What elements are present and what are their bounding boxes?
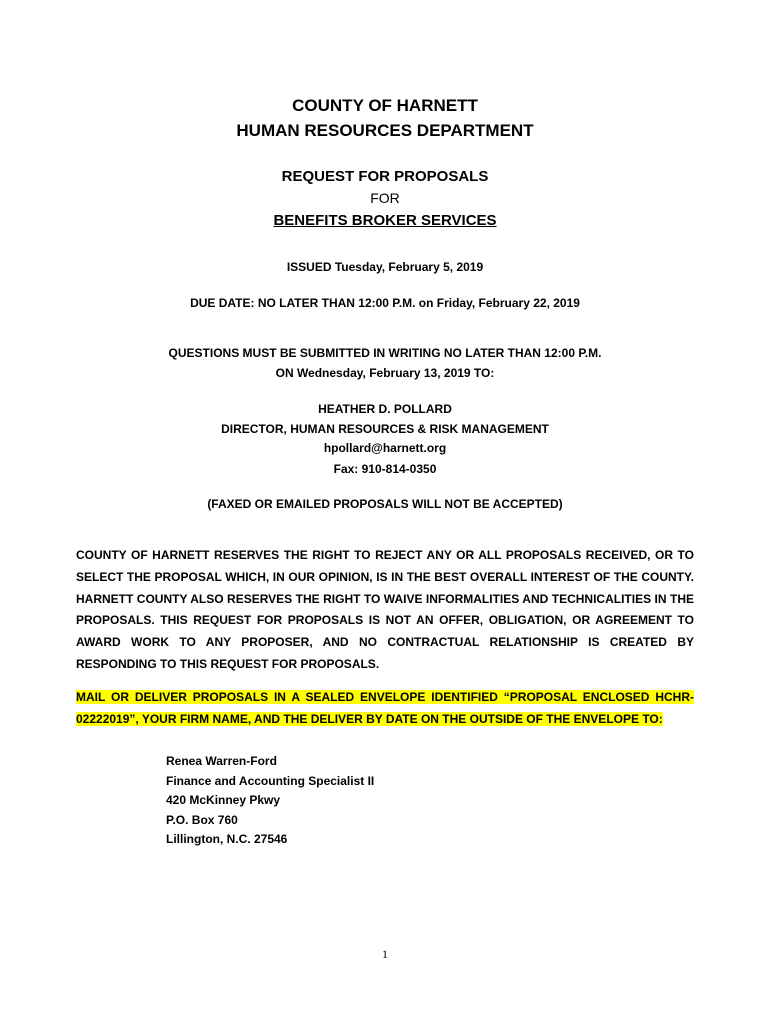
reservation-paragraph: COUNTY OF HARNETT RESERVES THE RIGHT TO REJECT ANY OR ALL PROPOSALS RECEIVED, OR TO SELECT THE PROPOSAL WHICH, IN OUR OPINION, IS IN THE BEST OVERALL INTEREST OF THE COUNTY. HARNETT COUNTY ALSO RESERVES THE RIGHT TO WAIVE INFORMALITIES AND TECHNICALITIES IN THE PROPOSALS. THIS REQUEST FOR PROPOSALS IS NOT AN OFFER, OBLIGATION, OR AGREEMENT TO AWARD WORK TO ANY PROPOSER, AND NO CONTRACTUAL RELATIONSHIP IS CREATED BY RESPONDING TO THIS REQUEST FOR PROPOSALS. bbox=[76, 548, 694, 671]
questions-line-1: QUESTIONS MUST BE SUBMITTED IN WRITING NO LATER THAN 12:00 P.M. bbox=[168, 346, 602, 360]
due-date: DUE DATE: NO LATER THAN 12:00 P.M. on Friday, February 22, 2019 bbox=[190, 296, 580, 310]
county-heading: COUNTY OF HARNETT bbox=[292, 96, 478, 115]
address-po-box: P.O. Box 760 bbox=[166, 812, 238, 827]
issued-date: ISSUED Tuesday, February 5, 2019 bbox=[286, 260, 484, 274]
highlighted-mail-text: MAIL OR DELIVER PROPOSALS IN A SEALED ENVELOPE IDENTIFIED “PROPOSAL ENCLOSED HCHR-02222019”, YOUR FIRM NAME, AND THE DELIVER BY DATE ON THE OUTSIDE OF THE ENVELOPE TO: bbox=[76, 690, 694, 726]
address-street: 420 McKinney Pkwy bbox=[166, 793, 281, 807]
not-accepted-notice: (FAXED OR EMAILED PROPOSALS WILL NOT BE ACCEPTED) bbox=[207, 497, 563, 511]
contact-fax: Fax: 910-814-0350 bbox=[333, 462, 437, 476]
contact-name: HEATHER D. POLLARD bbox=[318, 402, 452, 416]
contact-email: hpollard@harnett.org bbox=[323, 441, 447, 455]
address-name: Renea Warren-Ford bbox=[166, 754, 277, 768]
address-title: Finance and Accounting Specialist II bbox=[166, 773, 375, 788]
mail-instructions-paragraph bbox=[76, 687, 694, 731]
contact-title: DIRECTOR, HUMAN RESOURCES & RISK MANAGEMENT bbox=[221, 422, 549, 436]
rfp-heading: REQUEST FOR PROPOSALS bbox=[281, 168, 489, 185]
address-city: Lillington, N.C. 27546 bbox=[166, 832, 288, 846]
department-heading: HUMAN RESOURCES DEPARTMENT bbox=[236, 121, 534, 140]
service-heading: BENEFITS BROKER SERVICES bbox=[273, 212, 497, 229]
mailing-address bbox=[166, 752, 374, 850]
page-number: 1 bbox=[382, 947, 388, 961]
for-text: FOR bbox=[370, 190, 400, 206]
questions-line-2: ON Wednesday, February 13, 2019 TO: bbox=[275, 366, 495, 380]
